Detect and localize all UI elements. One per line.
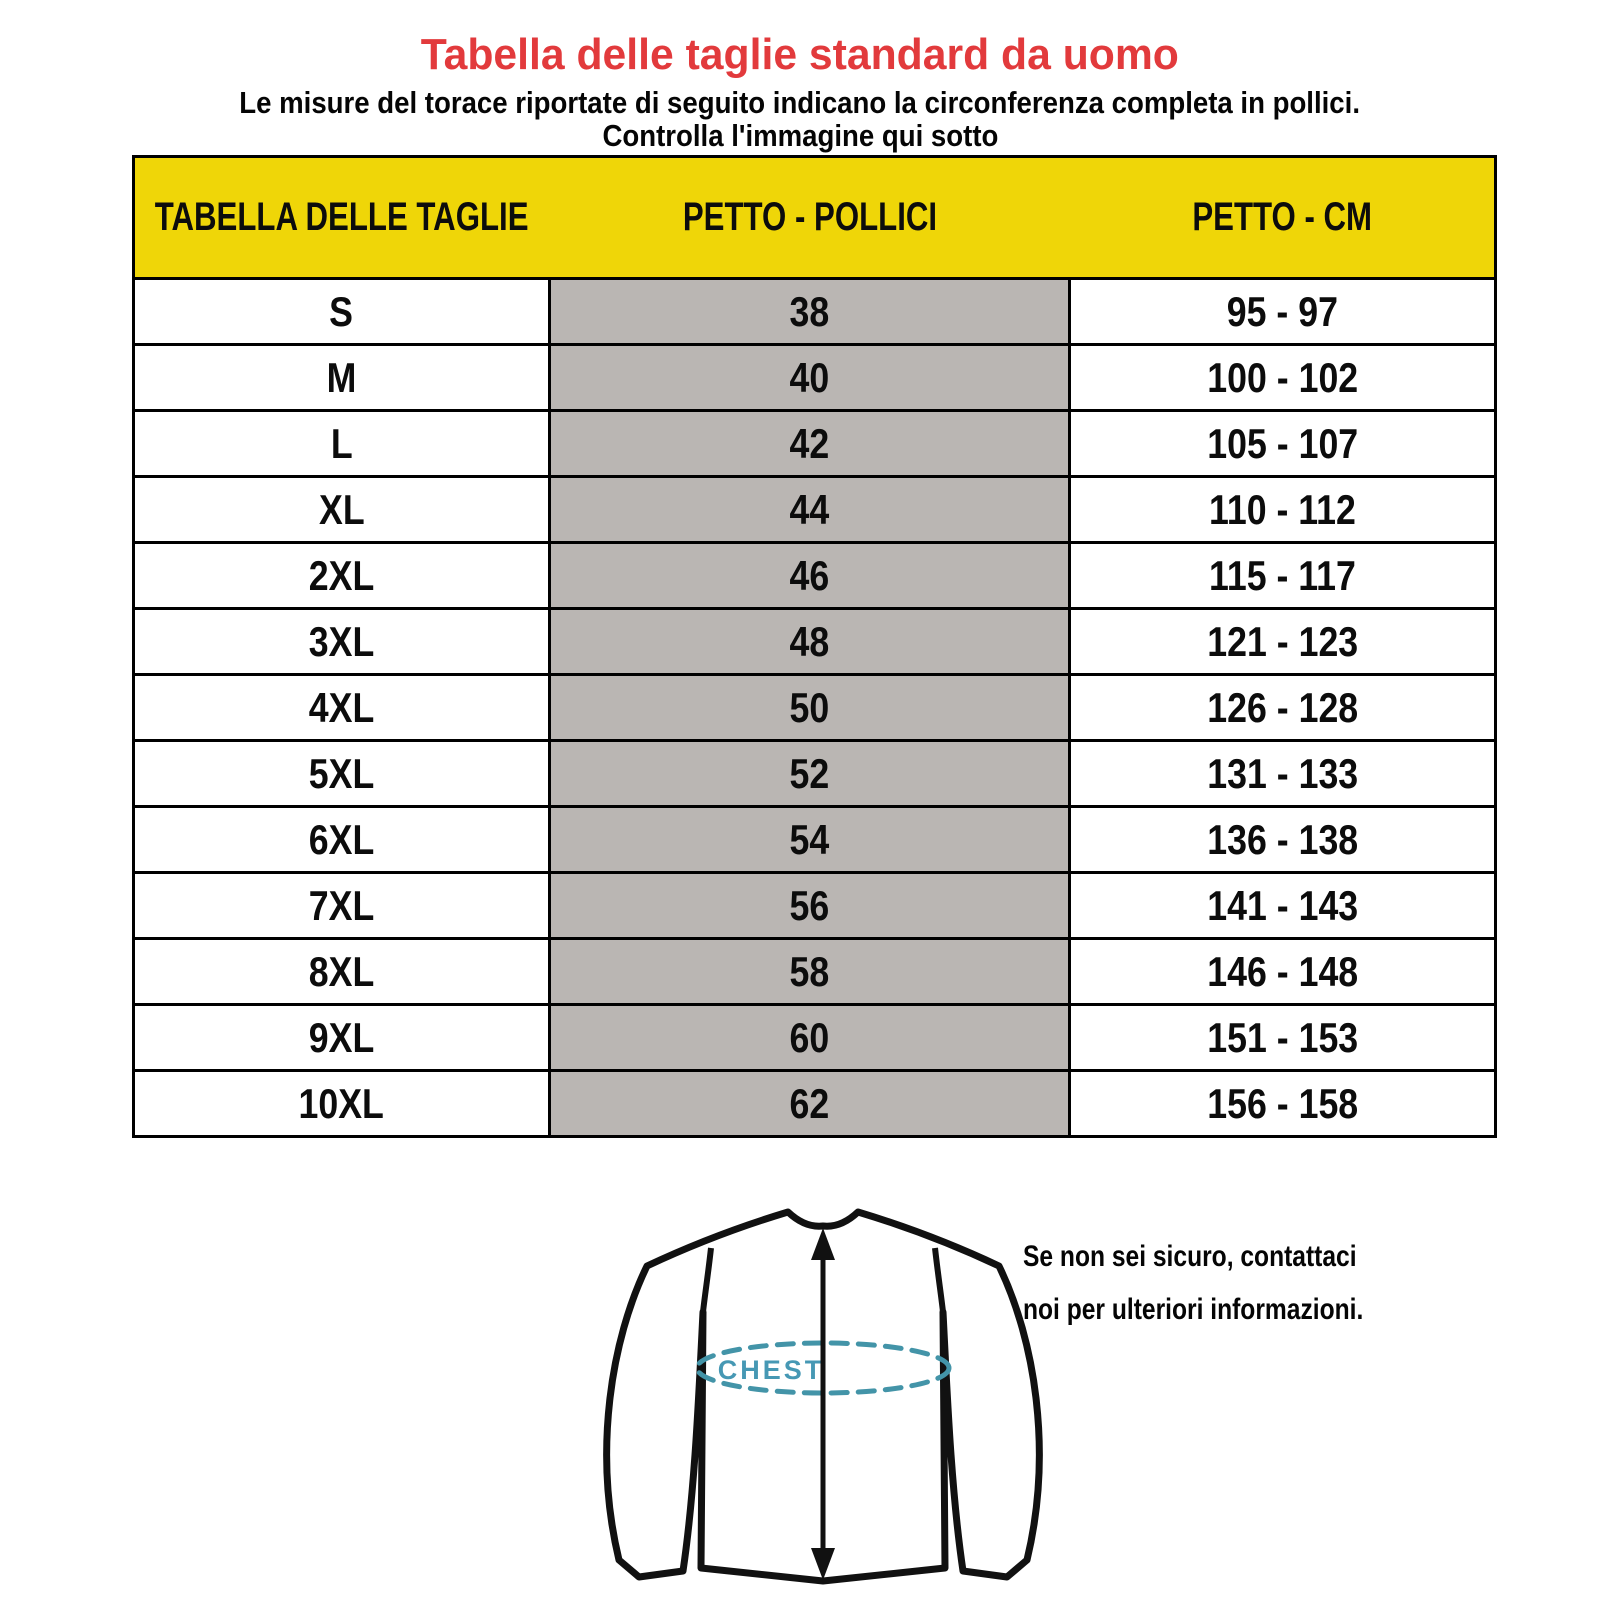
chest-label: CHEST xyxy=(717,1355,825,1385)
size-value: 6XL xyxy=(308,815,375,863)
table-row xyxy=(135,739,1494,805)
size-value: 3XL xyxy=(308,617,375,665)
table-row xyxy=(135,673,1494,739)
table-row xyxy=(135,607,1494,673)
cm-value: 136 - 138 xyxy=(1207,815,1358,863)
inches-value: 42 xyxy=(789,419,830,467)
size-value: 7XL xyxy=(308,881,375,929)
table-row xyxy=(135,805,1494,871)
header-cell-cm xyxy=(1071,158,1494,277)
jacket-measurement-diagram xyxy=(575,1190,1055,1600)
cm-value: 95 - 97 xyxy=(1226,287,1339,335)
cm-value: 156 - 158 xyxy=(1207,1079,1358,1127)
size-value: XL xyxy=(318,485,365,533)
cm-value: 121 - 123 xyxy=(1207,617,1358,665)
inches-value: 40 xyxy=(789,353,830,401)
header-cell-size xyxy=(135,158,548,277)
cm-value: 100 - 102 xyxy=(1207,353,1358,401)
cm-value: 141 - 143 xyxy=(1207,881,1358,929)
inches-value: 60 xyxy=(789,1013,830,1061)
size-value: 9XL xyxy=(308,1013,375,1061)
table-row xyxy=(135,541,1494,607)
size-value: 5XL xyxy=(308,749,375,797)
size-value: 2XL xyxy=(308,551,375,599)
size-value: M xyxy=(326,353,357,401)
cm-value: 131 - 133 xyxy=(1207,749,1358,797)
cm-value: 151 - 153 xyxy=(1207,1013,1358,1061)
inches-value: 46 xyxy=(789,551,830,599)
table-row xyxy=(135,871,1494,937)
inches-value: 54 xyxy=(789,815,830,863)
table-row xyxy=(135,343,1494,409)
inches-value: 48 xyxy=(789,617,830,665)
inches-value: 50 xyxy=(789,683,830,731)
inches-value: 58 xyxy=(789,947,830,995)
cm-value: 146 - 148 xyxy=(1207,947,1358,995)
inches-value: 38 xyxy=(789,287,830,335)
size-table xyxy=(132,155,1497,1138)
table-row xyxy=(135,277,1494,343)
page-title xyxy=(0,30,1600,80)
table-row xyxy=(135,1003,1494,1069)
inches-value: 62 xyxy=(789,1079,830,1127)
size-value: S xyxy=(329,287,354,335)
cm-value: 110 - 112 xyxy=(1209,485,1356,533)
inches-value: 56 xyxy=(789,881,830,929)
cm-value: 126 - 128 xyxy=(1207,683,1358,731)
header-label-inches: PETTO - POLLICI xyxy=(682,195,937,239)
table-row xyxy=(135,1069,1494,1135)
inches-value: 44 xyxy=(789,485,830,533)
cm-value: 115 - 117 xyxy=(1209,551,1356,599)
size-value: 4XL xyxy=(308,683,375,731)
page-title-text: Tabella delle taglie standard da uomo xyxy=(420,30,1180,79)
cm-value: 105 - 107 xyxy=(1207,419,1358,467)
subtitle-line-2: Controlla l'immagine qui sotto xyxy=(602,118,998,153)
size-value: 10XL xyxy=(298,1079,385,1127)
contact-note-line-2: noi per ulteriori informazioni. xyxy=(1023,1293,1364,1326)
inches-value: 52 xyxy=(789,749,830,797)
subtitle-line-1: Le misure del torace riportate di seguito indicano la circonferenza completa in pollici. xyxy=(239,85,1361,120)
size-value: L xyxy=(330,419,353,467)
table-row xyxy=(135,475,1494,541)
contact-note xyxy=(1023,1240,1523,1346)
table-row xyxy=(135,937,1494,1003)
table-row xyxy=(135,409,1494,475)
table-header-row xyxy=(135,158,1494,277)
header-cell-inches xyxy=(548,158,1071,277)
size-value: 8XL xyxy=(308,947,375,995)
page-subtitle xyxy=(0,86,1600,152)
contact-note-line-1: Se non sei sicuro, contattaci xyxy=(1023,1240,1357,1273)
header-label-cm: PETTO - CM xyxy=(1192,195,1373,239)
header-label-size: TABELLA DELLE TAGLIE xyxy=(154,195,529,239)
jacket-illustration xyxy=(575,1190,1055,1600)
